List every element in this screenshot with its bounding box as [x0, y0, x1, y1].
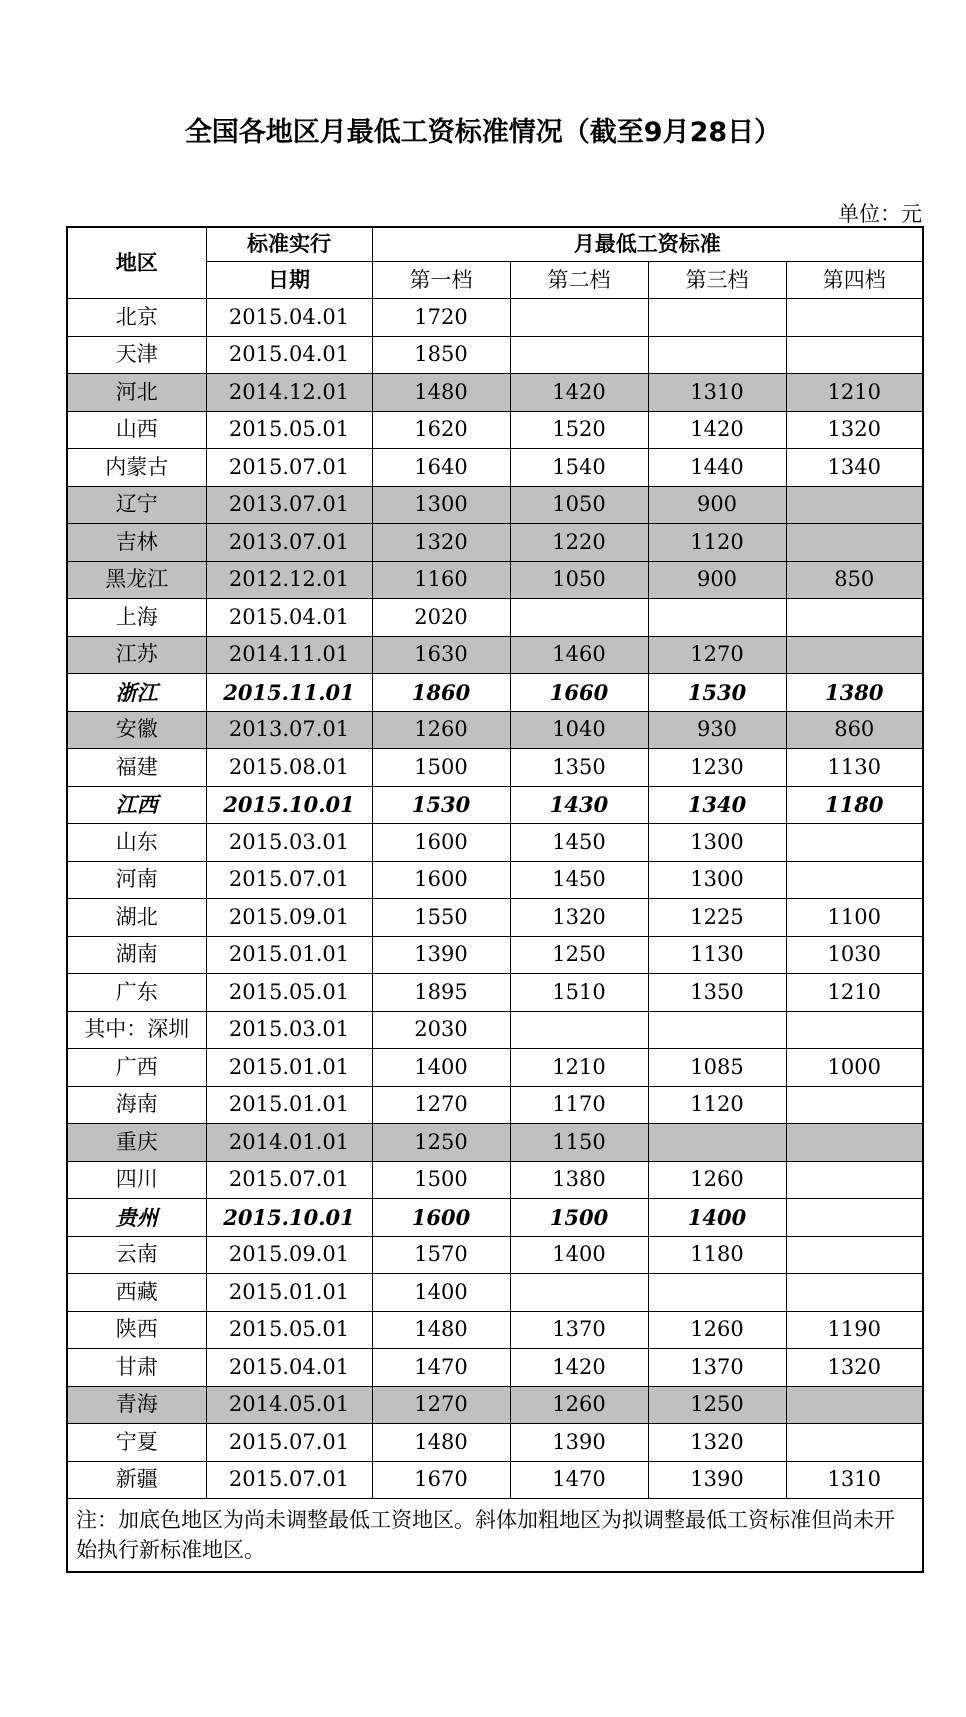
cell-tier4	[786, 1274, 923, 1312]
cell-date: 2014.05.01	[206, 1386, 372, 1424]
cell-region: 湖北	[67, 899, 206, 937]
cell-tier1: 1300	[372, 486, 510, 524]
cell-date: 2015.01.01	[206, 1274, 372, 1312]
cell-tier1: 1850	[372, 336, 510, 374]
table-row	[67, 1274, 923, 1312]
table-row	[67, 974, 923, 1012]
table-row	[67, 1161, 923, 1199]
cell-tier2: 1040	[510, 711, 648, 749]
cell-date: 2015.03.01	[206, 1011, 372, 1049]
table-row	[67, 1236, 923, 1274]
cell-tier4	[786, 1386, 923, 1424]
table-row	[67, 1049, 923, 1087]
header-row-1	[67, 227, 923, 262]
cell-tier2: 1390	[510, 1424, 648, 1462]
cell-date: 2013.07.01	[206, 524, 372, 562]
cell-tier1: 1720	[372, 299, 510, 337]
table-row	[67, 786, 923, 824]
cell-region: 广西	[67, 1049, 206, 1087]
unit-label: 单位：元	[838, 202, 922, 226]
table-row	[67, 899, 923, 937]
cell-tier1: 1390	[372, 936, 510, 974]
table-row	[67, 1349, 923, 1387]
table-row	[67, 1086, 923, 1124]
cell-date: 2015.09.01	[206, 1236, 372, 1274]
cell-tier3: 1530	[648, 674, 786, 712]
cell-tier3: 1180	[648, 1236, 786, 1274]
header-region: 地区	[67, 227, 206, 299]
cell-date: 2015.01.01	[206, 1049, 372, 1087]
table-row	[67, 749, 923, 787]
cell-tier2	[510, 599, 648, 637]
cell-tier2: 1380	[510, 1161, 648, 1199]
cell-tier1: 2030	[372, 1011, 510, 1049]
cell-tier3: 1390	[648, 1461, 786, 1499]
cell-tier4: 850	[786, 561, 923, 599]
cell-tier2: 1210	[510, 1049, 648, 1087]
cell-date: 2015.04.01	[206, 599, 372, 637]
cell-tier1: 2020	[372, 599, 510, 637]
cell-date: 2015.04.01	[206, 336, 372, 374]
cell-tier1: 1400	[372, 1274, 510, 1312]
cell-date: 2015.10.01	[206, 1199, 372, 1237]
cell-region: 河北	[67, 374, 206, 412]
cell-tier3: 1420	[648, 411, 786, 449]
header-tier3: 第三档	[648, 262, 786, 299]
cell-region: 福建	[67, 749, 206, 787]
cell-tier1: 1895	[372, 974, 510, 1012]
cell-tier2: 1520	[510, 411, 648, 449]
cell-tier4: 860	[786, 711, 923, 749]
cell-tier2: 1470	[510, 1461, 648, 1499]
minimum-wage-table	[66, 226, 924, 1573]
cell-tier2: 1420	[510, 1349, 648, 1387]
table-row	[67, 561, 923, 599]
cell-tier1: 1260	[372, 711, 510, 749]
cell-region: 内蒙古	[67, 449, 206, 487]
header-standard: 月最低工资标准	[372, 227, 923, 262]
cell-tier2	[510, 336, 648, 374]
cell-date: 2015.07.01	[206, 861, 372, 899]
cell-tier3: 1230	[648, 749, 786, 787]
cell-date: 2015.07.01	[206, 1161, 372, 1199]
cell-tier3: 1260	[648, 1311, 786, 1349]
cell-tier2: 1510	[510, 974, 648, 1012]
cell-tier2: 1370	[510, 1311, 648, 1349]
table-row	[67, 674, 923, 712]
cell-tier4	[786, 1011, 923, 1049]
cell-date: 2015.07.01	[206, 1424, 372, 1462]
cell-tier3: 1085	[648, 1049, 786, 1087]
cell-tier1: 1480	[372, 1311, 510, 1349]
table-row	[67, 411, 923, 449]
cell-region: 云南	[67, 1236, 206, 1274]
table-row	[67, 861, 923, 899]
cell-date: 2015.05.01	[206, 1311, 372, 1349]
cell-date: 2014.12.01	[206, 374, 372, 412]
cell-tier4	[786, 599, 923, 637]
cell-tier3	[648, 1124, 786, 1162]
table-row	[67, 1461, 923, 1499]
cell-tier2: 1250	[510, 936, 648, 974]
table-row	[67, 486, 923, 524]
cell-region: 上海	[67, 599, 206, 637]
cell-tier3: 1250	[648, 1386, 786, 1424]
cell-tier4: 1130	[786, 749, 923, 787]
cell-date: 2015.04.01	[206, 1349, 372, 1387]
cell-tier3: 1440	[648, 449, 786, 487]
cell-date: 2014.11.01	[206, 636, 372, 674]
cell-date: 2015.01.01	[206, 1086, 372, 1124]
table-row	[67, 824, 923, 862]
cell-region: 黑龙江	[67, 561, 206, 599]
cell-tier2: 1050	[510, 561, 648, 599]
cell-tier1: 1630	[372, 636, 510, 674]
cell-date: 2015.11.01	[206, 674, 372, 712]
cell-tier1: 1600	[372, 861, 510, 899]
cell-date: 2013.07.01	[206, 711, 372, 749]
header-date-line2: 日期	[206, 262, 372, 299]
cell-tier4	[786, 1086, 923, 1124]
cell-tier1: 1480	[372, 374, 510, 412]
cell-tier4	[786, 336, 923, 374]
table-row	[67, 1124, 923, 1162]
cell-tier3: 1300	[648, 824, 786, 862]
table-row	[67, 374, 923, 412]
cell-tier4	[786, 1199, 923, 1237]
header-tier2: 第二档	[510, 262, 648, 299]
cell-tier4: 1380	[786, 674, 923, 712]
cell-tier4	[786, 861, 923, 899]
cell-tier3: 900	[648, 561, 786, 599]
cell-tier4	[786, 1161, 923, 1199]
cell-tier1: 1160	[372, 561, 510, 599]
cell-date: 2015.07.01	[206, 1461, 372, 1499]
cell-tier2: 1450	[510, 861, 648, 899]
table-row	[67, 524, 923, 562]
cell-date: 2015.05.01	[206, 974, 372, 1012]
cell-tier2: 1660	[510, 674, 648, 712]
cell-region: 北京	[67, 299, 206, 337]
cell-region: 河南	[67, 861, 206, 899]
cell-date: 2013.07.01	[206, 486, 372, 524]
cell-tier4	[786, 824, 923, 862]
cell-tier2	[510, 299, 648, 337]
cell-region: 山东	[67, 824, 206, 862]
cell-tier1: 1530	[372, 786, 510, 824]
cell-tier2: 1430	[510, 786, 648, 824]
cell-tier1: 1470	[372, 1349, 510, 1387]
cell-tier1: 1500	[372, 749, 510, 787]
cell-tier4: 1030	[786, 936, 923, 974]
cell-date: 2014.01.01	[206, 1124, 372, 1162]
cell-tier2: 1400	[510, 1236, 648, 1274]
cell-tier1: 1860	[372, 674, 510, 712]
cell-region: 广东	[67, 974, 206, 1012]
cell-tier3: 1320	[648, 1424, 786, 1462]
document-title: 全国各地区月最低工资标准情况（截至9月28日）	[184, 117, 782, 148]
header-tier4: 第四档	[786, 262, 923, 299]
cell-region: 四川	[67, 1161, 206, 1199]
cell-tier2: 1170	[510, 1086, 648, 1124]
cell-date: 2015.10.01	[206, 786, 372, 824]
cell-region: 贵州	[67, 1199, 206, 1237]
cell-region: 浙江	[67, 674, 206, 712]
cell-region: 海南	[67, 1086, 206, 1124]
cell-tier3: 930	[648, 711, 786, 749]
cell-region: 陕西	[67, 1311, 206, 1349]
cell-tier4	[786, 486, 923, 524]
cell-tier4: 1190	[786, 1311, 923, 1349]
cell-tier1: 1640	[372, 449, 510, 487]
cell-region: 江苏	[67, 636, 206, 674]
table-row	[67, 936, 923, 974]
cell-region: 辽宁	[67, 486, 206, 524]
cell-tier2: 1320	[510, 899, 648, 937]
cell-tier2: 1150	[510, 1124, 648, 1162]
cell-tier3: 1130	[648, 936, 786, 974]
cell-date: 2015.04.01	[206, 299, 372, 337]
table-row	[67, 449, 923, 487]
cell-tier1: 1270	[372, 1386, 510, 1424]
cell-region: 重庆	[67, 1124, 206, 1162]
cell-tier4	[786, 1424, 923, 1462]
cell-tier1: 1600	[372, 1199, 510, 1237]
cell-tier3: 1120	[648, 1086, 786, 1124]
cell-region: 吉林	[67, 524, 206, 562]
cell-tier4	[786, 1124, 923, 1162]
cell-tier2: 1050	[510, 486, 648, 524]
cell-tier2	[510, 1274, 648, 1312]
cell-tier4: 1320	[786, 411, 923, 449]
cell-tier3: 900	[648, 486, 786, 524]
cell-tier3: 1370	[648, 1349, 786, 1387]
cell-region: 西藏	[67, 1274, 206, 1312]
cell-tier3: 1350	[648, 974, 786, 1012]
cell-tier3: 1260	[648, 1161, 786, 1199]
cell-tier4: 1310	[786, 1461, 923, 1499]
cell-tier2: 1540	[510, 449, 648, 487]
cell-tier1: 1670	[372, 1461, 510, 1499]
cell-region: 山西	[67, 411, 206, 449]
table-row	[67, 636, 923, 674]
cell-tier3: 1270	[648, 636, 786, 674]
table-row	[67, 711, 923, 749]
cell-tier3: 1340	[648, 786, 786, 824]
table-row	[67, 1386, 923, 1424]
cell-tier4: 1210	[786, 374, 923, 412]
cell-tier4	[786, 299, 923, 337]
cell-tier1: 1570	[372, 1236, 510, 1274]
cell-date: 2012.12.01	[206, 561, 372, 599]
note-row	[67, 1499, 923, 1573]
cell-tier3	[648, 599, 786, 637]
cell-tier4	[786, 1236, 923, 1274]
cell-region: 青海	[67, 1386, 206, 1424]
cell-region: 湖南	[67, 936, 206, 974]
cell-tier4: 1180	[786, 786, 923, 824]
cell-tier1: 1620	[372, 411, 510, 449]
cell-date: 2015.05.01	[206, 411, 372, 449]
cell-tier2: 1350	[510, 749, 648, 787]
cell-tier2: 1220	[510, 524, 648, 562]
cell-date: 2015.08.01	[206, 749, 372, 787]
table-row	[67, 1011, 923, 1049]
table-row	[67, 1424, 923, 1462]
cell-region: 安徽	[67, 711, 206, 749]
cell-tier3	[648, 1011, 786, 1049]
header-tier1: 第一档	[372, 262, 510, 299]
cell-tier3: 1300	[648, 861, 786, 899]
cell-date: 2015.07.01	[206, 449, 372, 487]
footnote: 注：加底色地区为尚未调整最低工资地区。斜体加粗地区为拟调整最低工资标准但尚未开始执行新标准地区。	[67, 1499, 923, 1573]
cell-region: 天津	[67, 336, 206, 374]
cell-tier3	[648, 336, 786, 374]
cell-tier3: 1400	[648, 1199, 786, 1237]
cell-region: 宁夏	[67, 1424, 206, 1462]
cell-tier3	[648, 1274, 786, 1312]
cell-date: 2015.09.01	[206, 899, 372, 937]
table-row	[67, 299, 923, 337]
table-row	[67, 336, 923, 374]
cell-tier3	[648, 299, 786, 337]
cell-tier1: 1270	[372, 1086, 510, 1124]
cell-tier1: 1550	[372, 899, 510, 937]
cell-tier4	[786, 524, 923, 562]
cell-tier1: 1480	[372, 1424, 510, 1462]
cell-tier1: 1320	[372, 524, 510, 562]
cell-tier2: 1420	[510, 374, 648, 412]
cell-date: 2015.03.01	[206, 824, 372, 862]
cell-tier4: 1100	[786, 899, 923, 937]
cell-date: 2015.01.01	[206, 936, 372, 974]
cell-tier1: 1250	[372, 1124, 510, 1162]
cell-tier2	[510, 1011, 648, 1049]
cell-tier4: 1000	[786, 1049, 923, 1087]
cell-tier1: 1600	[372, 824, 510, 862]
header-date-line1: 标准实行	[206, 227, 372, 262]
cell-tier2: 1450	[510, 824, 648, 862]
table-row	[67, 599, 923, 637]
table-row	[67, 1199, 923, 1237]
cell-tier3: 1310	[648, 374, 786, 412]
cell-region: 江西	[67, 786, 206, 824]
cell-region: 甘肃	[67, 1349, 206, 1387]
cell-region: 新疆	[67, 1461, 206, 1499]
cell-tier3: 1120	[648, 524, 786, 562]
cell-tier2: 1500	[510, 1199, 648, 1237]
table-row	[67, 1311, 923, 1349]
cell-tier4: 1340	[786, 449, 923, 487]
cell-tier2: 1460	[510, 636, 648, 674]
cell-region: 其中：深圳	[67, 1011, 206, 1049]
cell-tier1: 1400	[372, 1049, 510, 1087]
cell-tier2: 1260	[510, 1386, 648, 1424]
cell-tier4	[786, 636, 923, 674]
cell-tier3: 1225	[648, 899, 786, 937]
cell-tier4: 1320	[786, 1349, 923, 1387]
cell-tier1: 1500	[372, 1161, 510, 1199]
cell-tier4: 1210	[786, 974, 923, 1012]
